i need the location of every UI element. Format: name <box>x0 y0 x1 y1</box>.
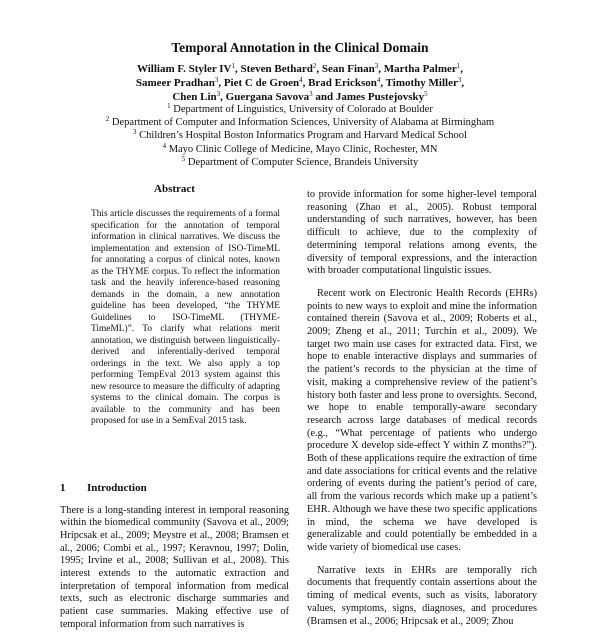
affiliation-text: Mayo Clinic College of Medicine, Mayo Clinic, Rochester, MN <box>166 143 438 155</box>
paragraph: Recent work on Electronic Health Records (EHRs) points to new ways to exploit and mine the information contained therein (Savova et al., 2009; Roberts et al., 2009; Zheng et al., 2011; Turchin et al., 2009). We target two main use cases for extracted data. First, we hope to enable interactive displays and summaries of the patient’s records to the physician at the time of visit, making a comprehensive review of the patient’s history both faster and less prone to oversights. Second, we hope to enable temporally-aware secondary research across large databases of medical records (e.g., “What percentage of patients who undergo procedure X develop side-effect Y within Z months?”). Both of these applications require the extraction of time and date associations for critical events and the relative ordering of events during the patient’s period of care, all from the various records which make up a patient’s EHR. Although we have these two specific applications in mind, the schema we have developed is generalizable and could potentially be embedded in a wide variety of biomedical use cases. <box>307 287 537 553</box>
author-separator: , <box>234 63 241 75</box>
affiliation-marker: 2 <box>312 62 317 70</box>
right-column-text <box>307 189 537 628</box>
affiliation-marker: 4 <box>299 76 303 84</box>
author-separator: , <box>316 63 322 75</box>
author-name: Timothy Miller <box>385 77 458 89</box>
author-name: Chen Lin <box>172 91 217 103</box>
author-separator: , <box>302 77 309 89</box>
affiliation-text: Children’s Hospital Boston Informatics Program and Harvard Medical School <box>136 130 467 142</box>
paragraph: There is a long-standing interest in temporal reasoning within the biomedical community (Savova et al., 2009; Hripcsak et al., 2009; Meystre et al., 2008; Bramsen et al., 2006; Combi et al., 1997; Keravnou, 1997; Dolin, 1995; Irvine et al., 2008; Sullivan et al., 2008). This interest extends to the automatic extraction and interpretation of temporal information from medical texts, such as electronic discharge summaries and patient case summaries. Making effective use of temporal information from such narratives is <box>60 504 289 630</box>
author-list <box>50 62 550 104</box>
affiliation-marker: 1 <box>231 62 235 70</box>
author-separator: , <box>380 77 386 89</box>
author-name: James Pustejovsky <box>335 91 425 103</box>
author-name: Guergana Savova <box>225 91 310 103</box>
affiliation-text: Department of Linguistics, University of Colorado at Boulder <box>170 104 433 115</box>
affiliation-marker: 3 <box>214 76 219 84</box>
abstract-heading: Abstract <box>154 183 195 195</box>
introduction-text <box>60 505 289 632</box>
author-name: Martha Palmer <box>383 63 457 75</box>
affiliation-line <box>20 143 580 156</box>
paragraph: Narrative texts in EHRs are temporally rich documents that frequently contain assertions about the timing of medical events, such as visits, laboratory values, symptoms, signs, diagnoses, and procedures (Bramsen et al., 2006; Hripcsak et al., 2009; Zhou <box>307 564 537 627</box>
affiliation-marker: 3 <box>216 90 221 98</box>
author-separator: , <box>218 77 224 89</box>
section-heading <box>60 481 289 495</box>
author-name: Sean Finan <box>321 63 375 75</box>
left-column <box>60 182 289 632</box>
affiliation-marker: 3 <box>374 62 379 70</box>
section-number: 1 <box>60 481 66 494</box>
author-name: Piet C de Groen <box>223 77 300 89</box>
author-name: Steven Bethard <box>240 63 313 75</box>
affiliation-marker: 3 <box>309 90 313 98</box>
abstract-text: This article discusses the requirements of a formal specification for the annotation of temporal information in clinical narratives. We discuss the implementation and extension of ISO-TimeML for annotating a corpus of clinical notes, known as the THYME corpus. To reflect the information task and the heavily inference-based reasoning demands in the domain, a new annotation guideline has been developed, “the THYME Guidelines to ISO-TimeML (THYME-TimeML)”. To clarify what relations merit annotation, we distinguish between linguistically-derived and inferentially-derived temporal orderings in the text. We also apply a top performing TempEval 2013 system against this new resource to measure the difficulty of adapting systems to the clinical domain. The corpus is available to the community and has been proposed for use in a SemEval 2015 task. <box>91 209 280 426</box>
affiliation-line <box>20 156 580 169</box>
author-separator: , <box>461 77 465 89</box>
affiliation-line <box>20 129 580 142</box>
affiliation-text: Department of Computer and Information Sciences, University of Alabama at Birmingham <box>109 117 495 129</box>
affiliation-text: Department of Computer Science, Brandeis University <box>185 156 419 168</box>
affiliation-marker: 1 <box>456 62 461 70</box>
author-separator: , <box>220 91 226 103</box>
affiliation-list <box>20 103 580 169</box>
affiliation-number: 5 <box>181 154 186 163</box>
affiliation-number: 1 <box>167 102 171 110</box>
author-name: William F. Styler IV <box>136 63 232 75</box>
author-name: Sameer Pradhan <box>135 77 215 89</box>
affiliation-line <box>20 116 580 129</box>
author-separator: , <box>378 63 384 75</box>
paper-title: Temporal Annotation in the Clinical Domain <box>171 40 429 55</box>
section-title: Introduction <box>87 481 147 494</box>
affiliation-marker: 3 <box>457 76 462 84</box>
paragraph: to provide information for some higher-level temporal reasoning (Zhao et al., 2005). Robust temporal understanding of such narratives, however, has been difficult to achieve, due to the complexity of determining temporal relations among events, the diversity of temporal expressions, and the interaction with broader computational linguistic issues. <box>307 189 537 277</box>
author-name: Brad Erickson <box>308 77 377 89</box>
affiliation-marker: 4 <box>376 76 381 84</box>
author-separator: and <box>312 91 336 103</box>
affiliation-number: 4 <box>162 141 167 150</box>
affiliation-number: 2 <box>105 115 110 124</box>
affiliation-marker: 5 <box>424 90 428 98</box>
right-column <box>307 189 537 628</box>
affiliation-line <box>20 103 580 116</box>
affiliation-number: 3 <box>133 128 137 137</box>
author-separator: , <box>460 63 464 75</box>
